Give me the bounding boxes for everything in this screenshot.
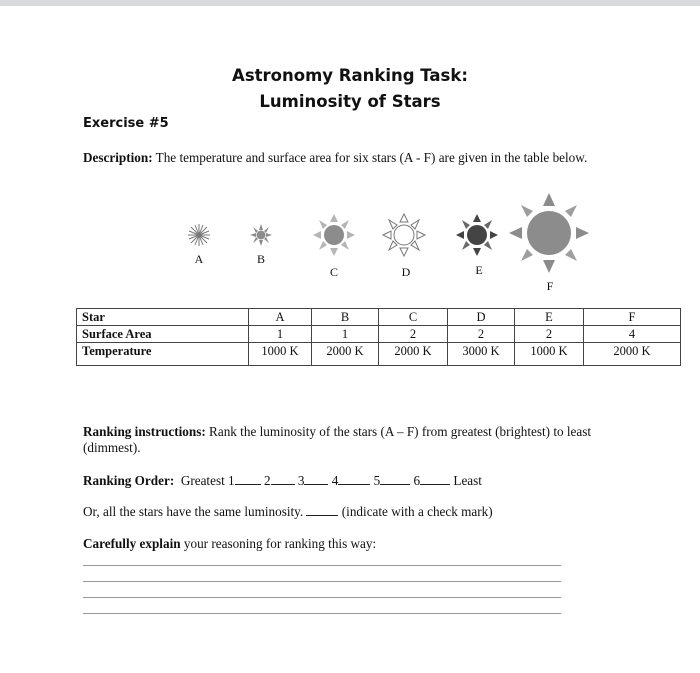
table-row-surface-area [77, 326, 681, 343]
description-text: The temperature and surface area for six stars (A - F) are given in the table below. [152, 150, 588, 165]
rank-blank-1[interactable] [235, 472, 261, 485]
ranking-least: Least [453, 473, 482, 488]
ranking-order [83, 472, 482, 489]
star-data-table [76, 308, 681, 366]
cell-star-d: D [448, 309, 515, 326]
rank-blank-2[interactable] [271, 472, 295, 485]
rank-number-6: 6 [413, 473, 421, 488]
answer-line-2[interactable] [83, 581, 561, 582]
ranking-greatest: Greatest [180, 473, 225, 488]
star-label-d: D [401, 265, 411, 279]
table-row-star [77, 309, 681, 326]
cell-temp-c: 2000 K [379, 343, 448, 366]
same-luminosity-text: Or, all the stars have the same luminosity. [83, 504, 304, 519]
rank-number-2: 2 [263, 473, 271, 488]
star-f-icon [509, 193, 589, 273]
table-row-temperature [77, 343, 681, 366]
rank-blank-3[interactable] [304, 472, 328, 485]
row-header-temperature: Temperature [77, 343, 249, 366]
star-b-icon [250, 224, 272, 246]
page-title-line1: Astronomy Ranking Task: [232, 66, 468, 85]
rank-number-1: 1 [228, 473, 235, 488]
description [83, 150, 587, 166]
same-luminosity-line [83, 503, 493, 520]
row-header-surface-area: Surface Area [77, 326, 249, 343]
star-label-f: F [546, 279, 554, 293]
cell-area-e: 2 [515, 326, 584, 343]
cell-temp-d: 3000 K [448, 343, 515, 366]
explain-label: Carefully explain [83, 536, 181, 551]
answer-line-1[interactable] [83, 565, 561, 566]
answer-line-4[interactable] [83, 613, 561, 614]
ranking-instructions-text: Rank the luminosity of the stars (A – F) from greatest (brightest) to least (dimmest). [83, 424, 592, 455]
cell-star-b: B [312, 309, 379, 326]
rank-blank-6[interactable] [420, 472, 450, 485]
cell-star-f: F [584, 309, 681, 326]
exercise-number: Exercise #5 [83, 116, 169, 131]
row-header-star: Star [77, 309, 249, 326]
star-label-e: E [475, 263, 483, 277]
rank-blank-4[interactable] [338, 472, 370, 485]
cell-area-d: 2 [448, 326, 515, 343]
cell-area-f: 4 [584, 326, 681, 343]
answer-line-3[interactable] [83, 597, 561, 598]
description-label: Description: [83, 150, 153, 165]
star-label-c: C [329, 265, 339, 279]
cell-star-a: A [249, 309, 312, 326]
star-a-icon [188, 224, 210, 246]
cell-area-b: 1 [312, 326, 379, 343]
cell-area-c: 2 [379, 326, 448, 343]
top-bar [0, 0, 700, 6]
star-d-icon [383, 214, 425, 256]
page-title-line2: Luminosity of Stars [259, 92, 441, 111]
star-c-icon [313, 214, 355, 256]
star-label-a: A [194, 252, 204, 266]
same-luminosity-blank[interactable] [306, 503, 338, 516]
cell-temp-a: 1000 K [249, 343, 312, 366]
cell-star-e: E [515, 309, 584, 326]
star-e-icon [456, 214, 498, 256]
rank-number-4: 4 [331, 473, 339, 488]
star-label-b: B [256, 252, 266, 266]
ranking-order-label: Ranking Order: [83, 473, 175, 488]
rank-number-5: 5 [373, 473, 381, 488]
cell-temp-b: 2000 K [312, 343, 379, 366]
same-luminosity-note: (indicate with a check mark) [341, 504, 493, 519]
rank-number-3: 3 [297, 473, 305, 488]
cell-area-a: 1 [249, 326, 312, 343]
cell-temp-e: 1000 K [515, 343, 584, 366]
ranking-instructions-label: Ranking instructions: [83, 424, 206, 439]
cell-temp-f: 2000 K [584, 343, 681, 366]
rank-blank-5[interactable] [380, 472, 410, 485]
star-illustrations [0, 180, 700, 300]
explain-prompt [83, 536, 376, 552]
cell-star-c: C [379, 309, 448, 326]
ranking-instructions [83, 424, 628, 456]
explain-text: your reasoning for ranking this way: [180, 536, 377, 551]
